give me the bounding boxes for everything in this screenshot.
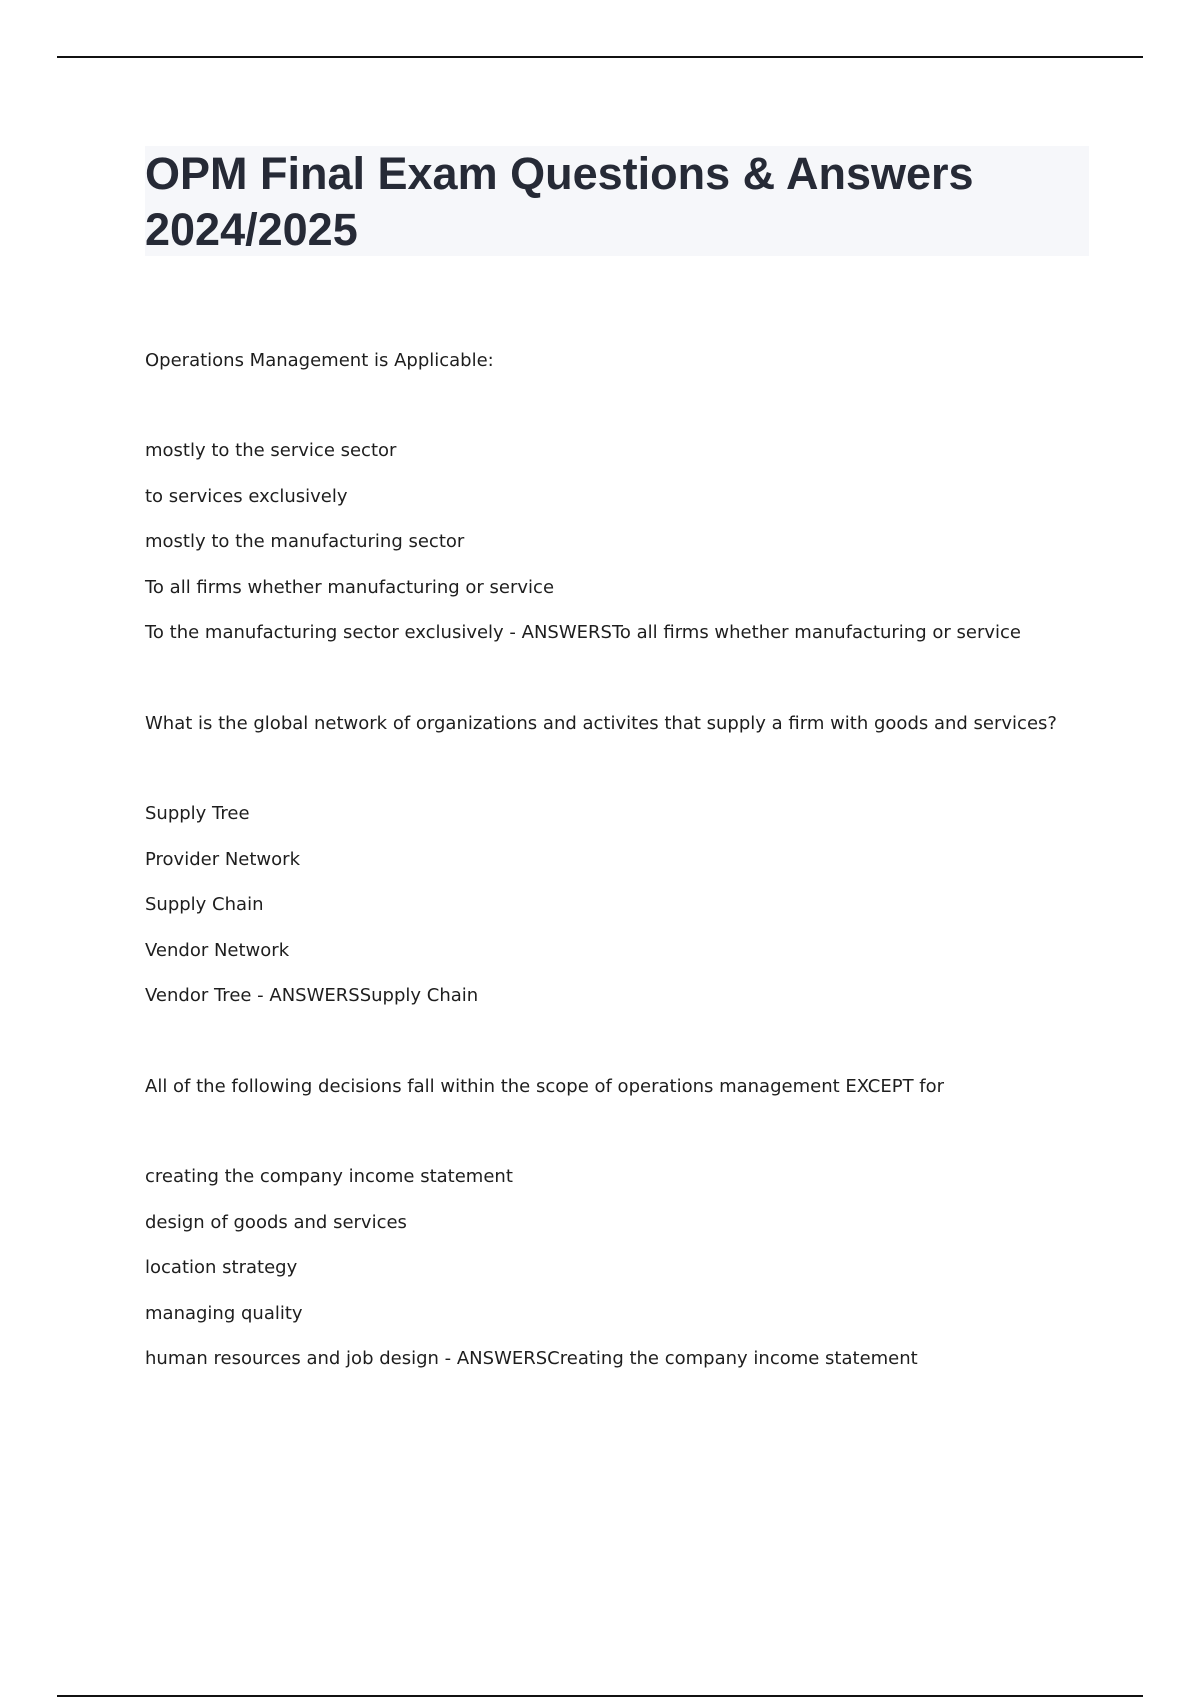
question-prompt: All of the following decisions fall within the scope of operations management EXCEPT for (145, 1076, 945, 1097)
answer-option-with-answer: human resources and job design - ANSWERSCreating the company income statement (145, 1348, 918, 1369)
top-rule (57, 56, 1143, 58)
page-title-line-2: 2024/2025 (145, 204, 358, 255)
answer-option: creating the company income statement (145, 1166, 513, 1187)
answer-option: Supply Tree (145, 803, 250, 824)
page-title (145, 146, 974, 258)
answer-option: Provider Network (145, 849, 300, 870)
answer-option-with-answer: Vendor Tree - ANSWERSSupply Chain (145, 985, 479, 1006)
page-title-line-1: OPM Final Exam Questions & Answers (145, 148, 974, 199)
answer-option: managing quality (145, 1303, 303, 1324)
answer-option-with-answer: To the manufacturing sector exclusively - ANSWERSTo all firms whether manufacturing or service (145, 622, 1021, 643)
question-prompt: Operations Management is Applicable: (145, 350, 494, 371)
answer-option: Vendor Network (145, 940, 290, 961)
title-block (145, 146, 1089, 256)
answer-option: location strategy (145, 1257, 298, 1278)
answer-option: mostly to the service sector (145, 440, 397, 461)
answer-option: mostly to the manufacturing sector (145, 531, 465, 552)
answer-option: to services exclusively (145, 486, 348, 507)
answer-option: Supply Chain (145, 894, 264, 915)
question-prompt: What is the global network of organizations and activites that supply a firm with goods and services? (145, 713, 1057, 734)
answer-option: To all firms whether manufacturing or service (145, 577, 555, 598)
bottom-rule (57, 1695, 1143, 1697)
answer-option: design of goods and services (145, 1212, 407, 1233)
